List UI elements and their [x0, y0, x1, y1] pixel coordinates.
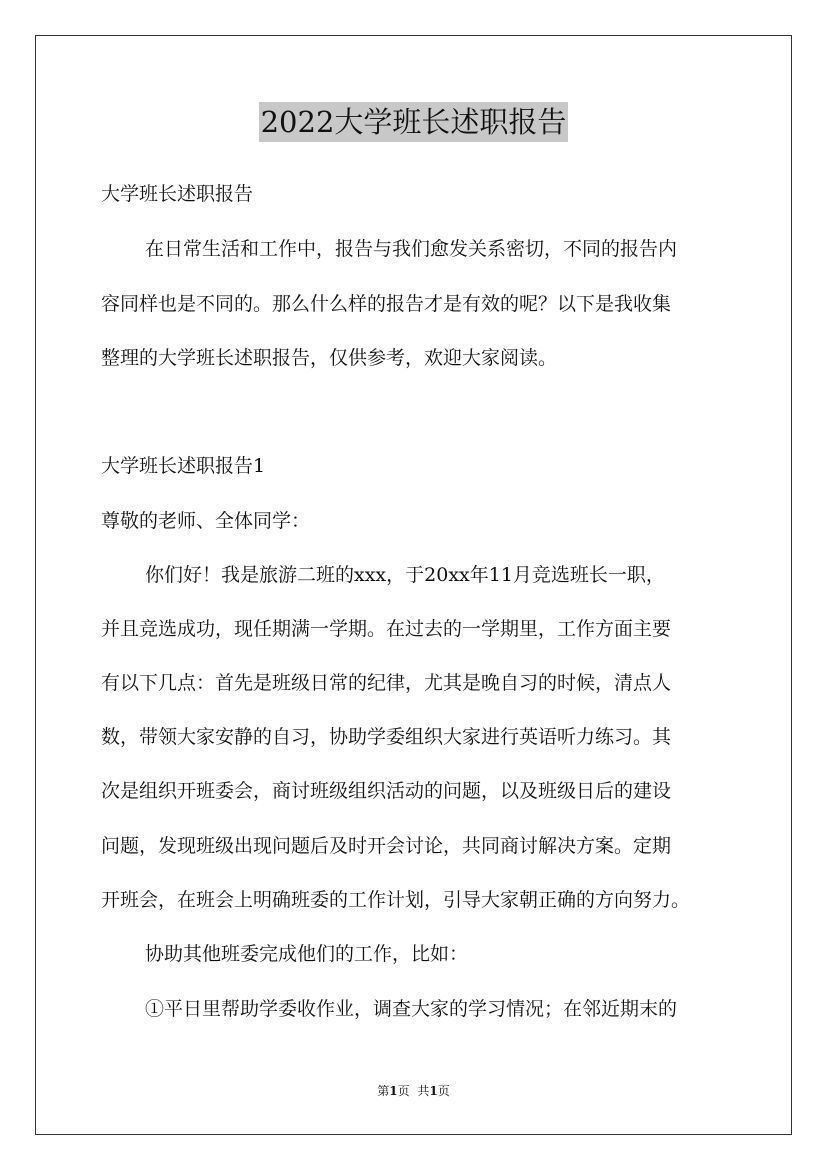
body-line-2: 并且竞选成功，现任期满一学期。在过去的一学期里，工作方面主要: [101, 618, 672, 640]
body-line-1: 你们好！我是旅游二班的xxx，于20xx年11月竞选班长一职，: [145, 564, 665, 586]
footer-total-unit: 页: [437, 1084, 450, 1098]
intro-line-1: 在日常生活和工作中，报告与我们愈发关系密切，不同的报告内: [145, 238, 678, 260]
document-title: 2022大学班长述职报告: [259, 102, 569, 142]
body-line-9: ①平日里帮助学委收作业，调查大家的学习情况；在邻近期末的: [145, 998, 678, 1020]
title-container: [0, 102, 827, 142]
footer-page-unit: 页: [397, 1084, 410, 1098]
footer-page-current: 1: [389, 1084, 398, 1098]
salutation: 尊敬的老师、全体同学：: [101, 510, 311, 532]
body-line-3: 有以下几点：首先是班级日常的纪律，尤其是晚自习的时候，清点人: [101, 672, 672, 694]
intro-line-2: 容同样也是不同的。那么什么样的报告才是有效的呢？以下是我收集: [101, 293, 672, 315]
body-line-6: 问题，发现班级出现问题后及时开会讨论，共同商讨解决方案。定期: [101, 835, 672, 857]
footer-total-prefix: 共: [417, 1084, 430, 1098]
body-line-5: 次是组织开班委会，商讨班级组织活动的问题，以及班级日后的建设: [101, 780, 672, 802]
page-footer: [0, 1083, 827, 1099]
body-line-4: 数，带领大家安静的自习，协助学委组织大家进行英语听力练习。其: [101, 726, 672, 748]
body-line-8: 协助其他班委完成他们的工作，比如：: [145, 943, 469, 965]
body-line-7: 开班会，在班会上明确班委的工作计划，引导大家朝正确的方向努力。: [101, 889, 691, 911]
footer-page-prefix: 第: [377, 1084, 390, 1098]
section-heading: 大学班长述职报告1: [101, 455, 266, 477]
document-subtitle: 大学班长述职报告: [101, 183, 254, 205]
footer-page-total: 1: [429, 1084, 438, 1098]
intro-line-3: 整理的大学班长述职报告，仅供参考，欢迎大家阅读。: [101, 347, 558, 369]
